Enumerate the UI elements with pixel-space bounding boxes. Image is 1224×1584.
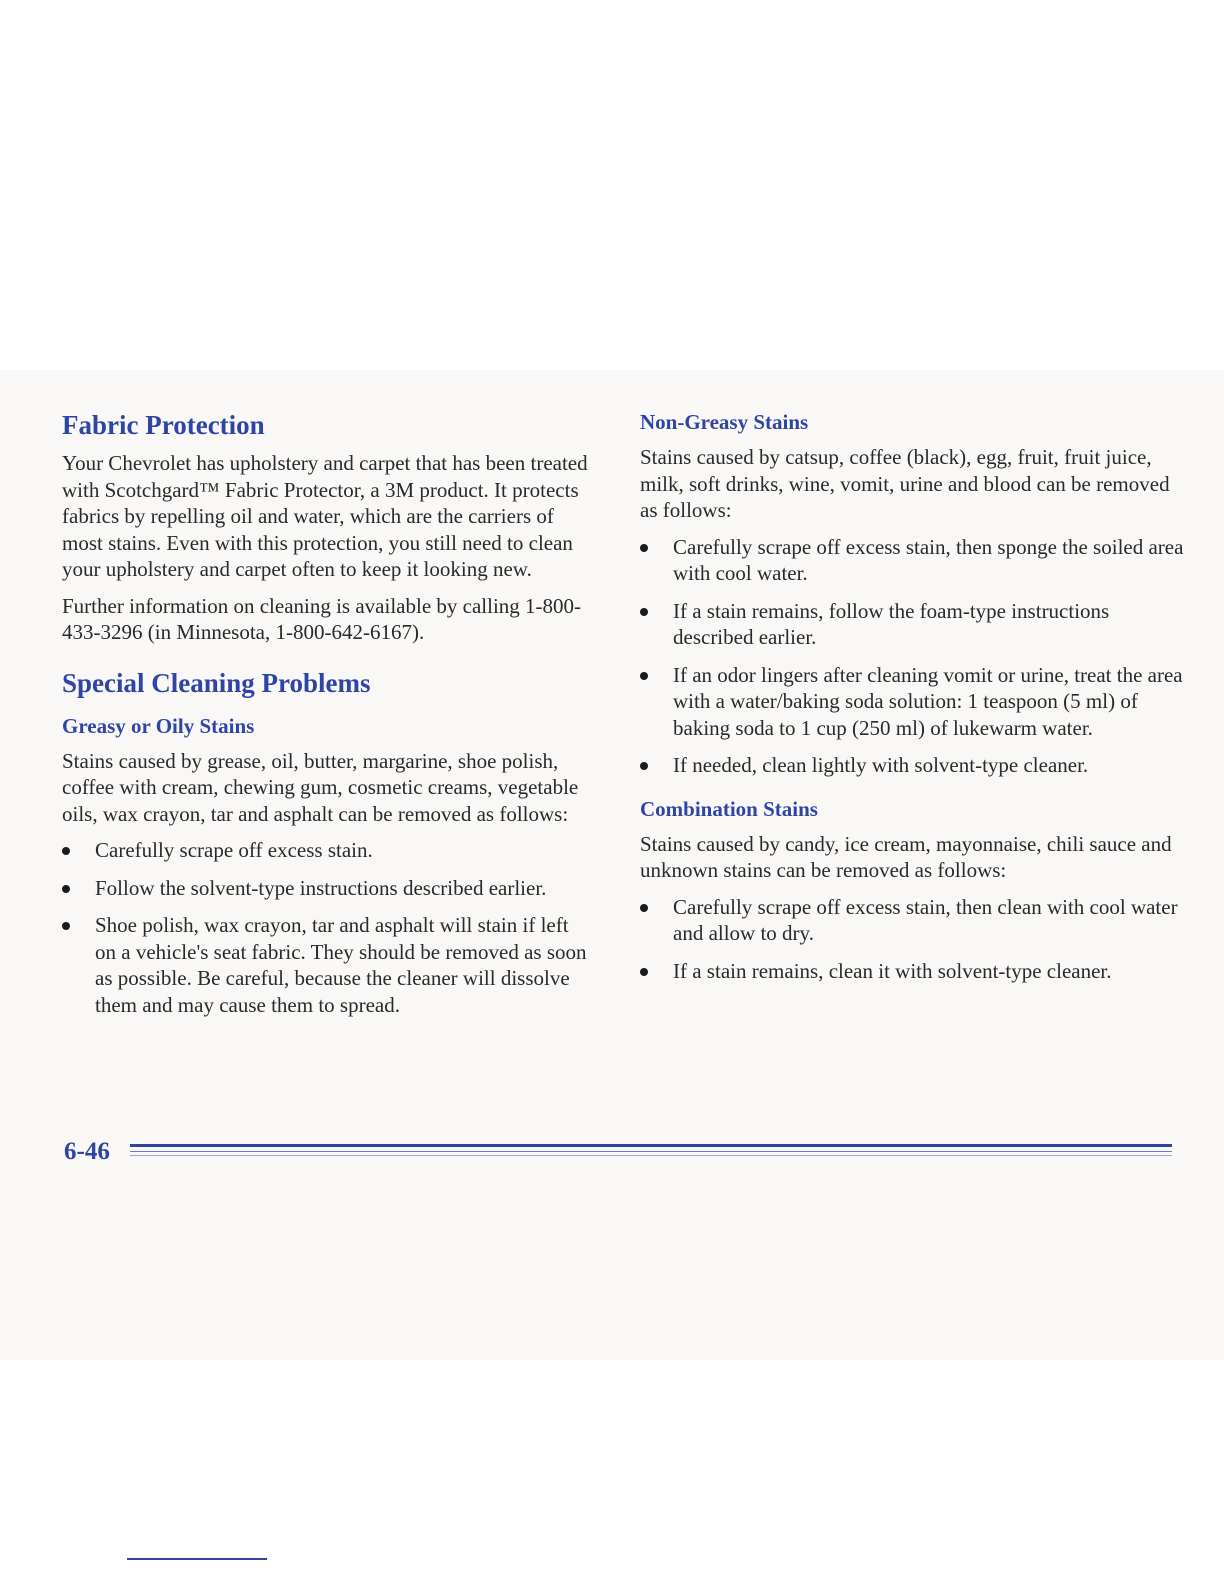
list-item-text: If an odor lingers after cleaning vomit or urine, treat the area with a water/baking soda solution: 1 teaspoon (5 ml) of baking soda to 1 cup (250 ml) of lukewarm water. bbox=[673, 662, 1183, 740]
footer-rule bbox=[130, 1144, 1172, 1158]
footer-rule-line bbox=[130, 1144, 1172, 1147]
list-item bbox=[640, 958, 1185, 985]
bullet-icon bbox=[640, 544, 648, 552]
bottom-mark-line bbox=[127, 1558, 267, 1560]
greasy-stains-intro: Stains caused by grease, oil, butter, margarine, shoe polish, coffee with cream, chewing gum, cosmetic creams, vegetable oils, wax crayon, tar and asphalt can be removed as follows: bbox=[62, 748, 579, 826]
list-item bbox=[640, 894, 1185, 947]
greasy-stains-heading: Greasy or Oily Stains bbox=[62, 713, 255, 738]
list-item-text: Carefully scrape off excess stain. bbox=[95, 838, 373, 862]
right-column bbox=[640, 408, 1185, 995]
list-item bbox=[640, 662, 1185, 742]
footer-rule-line bbox=[130, 1151, 1172, 1152]
list-item bbox=[640, 598, 1185, 651]
list-item bbox=[640, 534, 1185, 587]
fabric-protection-paragraph-2: Further information on cleaning is available by calling 1-800-433-3296 (in Minnesota, 1-800-642-6167). bbox=[62, 593, 582, 644]
list-item bbox=[62, 912, 592, 1018]
footer-rule-line bbox=[130, 1155, 1172, 1156]
left-column bbox=[62, 408, 592, 1029]
bullet-icon bbox=[640, 968, 648, 976]
combination-stains-list bbox=[640, 894, 1185, 985]
combination-stains-heading: Combination Stains bbox=[640, 796, 818, 821]
list-item-text: If a stain remains, clean it with solvent-type cleaner. bbox=[673, 958, 1112, 983]
bullet-icon bbox=[62, 847, 70, 855]
list-item bbox=[62, 875, 592, 902]
non-greasy-stains-list bbox=[640, 534, 1185, 779]
list-item bbox=[640, 752, 1185, 779]
fabric-protection-paragraph-1: Your Chevrolet has upholstery and carpet that has been treated with Scotchgard™ Fabric Protector, a 3M product. It protects fabrics by repelling oil and water, which are the carriers of most stains. Even with this protection, you still need to clean your upholstery and carpet often to keep it looking new. bbox=[62, 451, 588, 581]
bullet-icon bbox=[62, 922, 70, 930]
bullet-icon bbox=[640, 904, 648, 912]
non-greasy-stains-heading: Non-Greasy Stains bbox=[640, 410, 809, 434]
page-number: 6-46 bbox=[64, 1138, 110, 1165]
fabric-protection-heading: Fabric Protection bbox=[62, 410, 265, 440]
bullet-icon bbox=[640, 672, 648, 680]
list-item-text: Shoe polish, wax crayon, tar and asphalt will stain if left on a vehicle's seat fabric. They should be removed as soon as possible. Be careful, because the cleaner will dissolve them and may cause them to spread. bbox=[95, 913, 587, 1017]
combination-stains-intro: Stains caused by candy, ice cream, mayonnaise, chili sauce and unknown stains can be removed as follows: bbox=[640, 831, 1172, 882]
list-item-text: Follow the solvent-type instructions described earlier. bbox=[95, 875, 547, 900]
bullet-icon bbox=[640, 608, 648, 616]
list-item-text: If a stain remains, follow the foam-type instructions described earlier. bbox=[673, 598, 1110, 649]
bullet-icon bbox=[640, 762, 648, 770]
list-item bbox=[62, 837, 592, 864]
special-cleaning-heading: Special Cleaning Problems bbox=[62, 667, 371, 698]
list-item-text: Carefully scrape off excess stain, then sponge the soiled area with cool water. bbox=[673, 534, 1184, 585]
non-greasy-stains-intro: Stains caused by catsup, coffee (black), egg, fruit, fruit juice, milk, soft drinks, wine, vomit, urine and blood can be removed as follows: bbox=[640, 445, 1170, 522]
list-item-text: If needed, clean lightly with solvent-type cleaner. bbox=[673, 753, 1089, 777]
greasy-stains-list bbox=[62, 837, 592, 1018]
bullet-icon bbox=[62, 885, 70, 893]
list-item-text: Carefully scrape off excess stain, then clean with cool water and allow to dry. bbox=[673, 894, 1178, 945]
